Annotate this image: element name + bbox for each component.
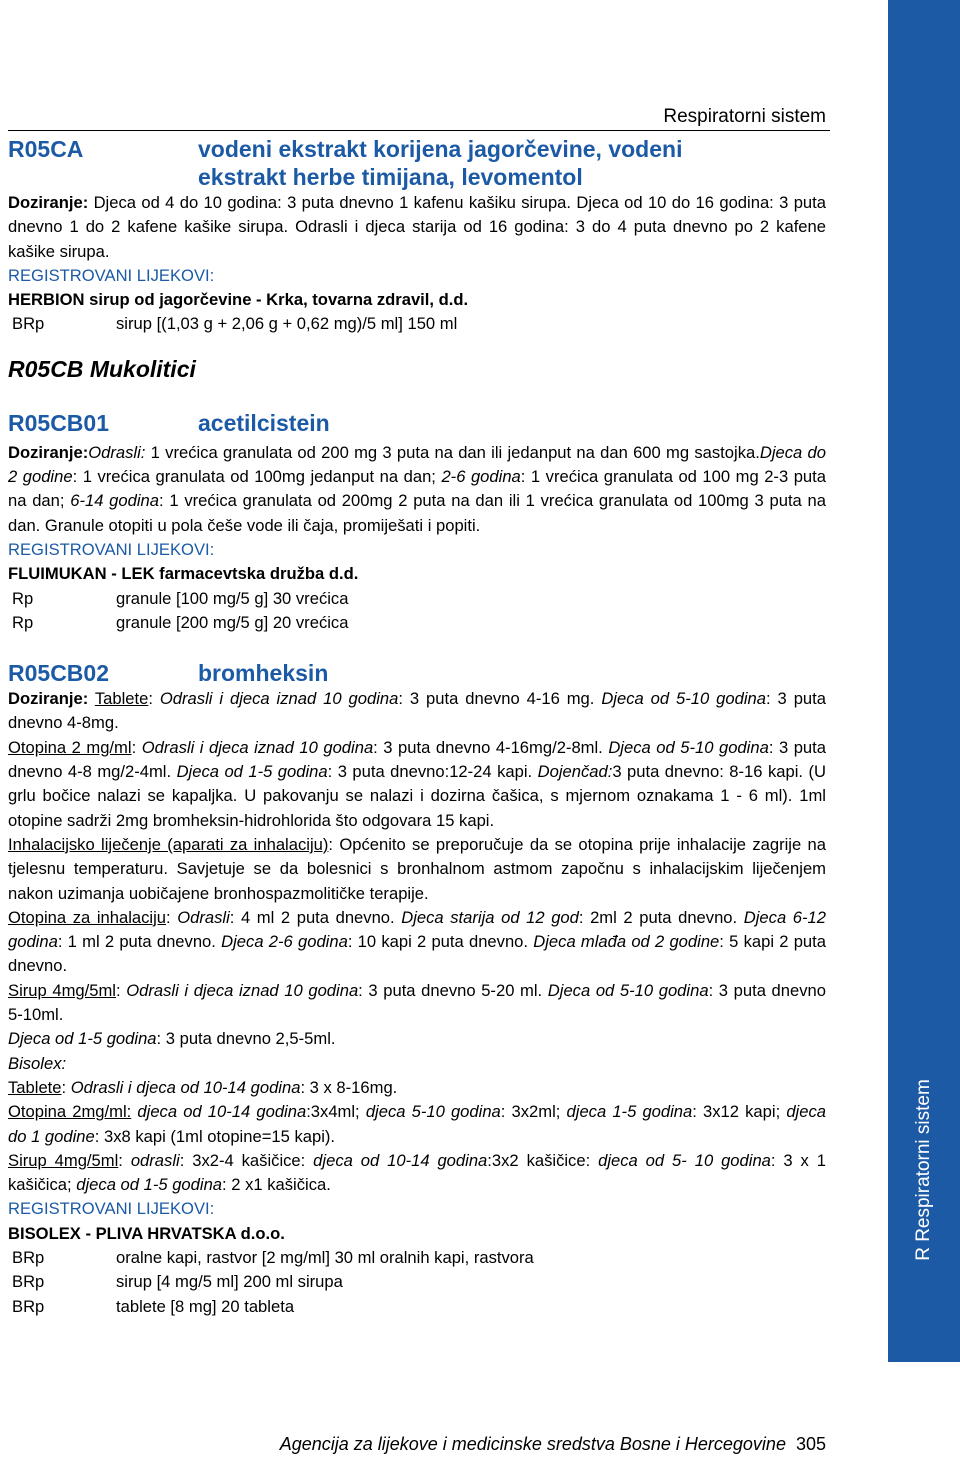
substance-title: acetilcistein	[198, 409, 330, 436]
side-tab-label: R Respiratorni sistem	[913, 1079, 934, 1261]
dosing-solution: Otopina 2 mg/ml: Odrasli i djeca iznad 10 godina: 3 puta dnevno 4-16mg/2-8ml. Djeca od 5-10 godina: 3 puta dnevno 4-8 mg/2-4ml. Djeca od 1-5 godina: 3 puta dnevno:12-24 kapi. Dojenčad:3 puta dnevno: 8-16 kapi. (U grlu bočice nalazi se kapaljka. U pakovanju se nalazi i dozirna čašica, s mjernom oznakama 1 - 6 ml). 1ml otopine sadrži 2mg bromheksin-hidrohlorida što odgovara 15 kapi.	[8, 737, 826, 830]
product-item: BRp sirup [4 mg/5 ml] 200 ml sirupa	[12, 1272, 343, 1292]
page-number: 305	[795, 1434, 826, 1454]
r05ca-heading	[8, 135, 826, 191]
product-name: HERBION sirup od jagorčevine - Krka, tovarna zdravil, d.d.	[8, 290, 469, 310]
header-rule	[8, 130, 830, 131]
r05cb01-heading	[8, 409, 826, 437]
atc-code: R05CA	[8, 136, 84, 162]
substance-title: vodeni ekstrakt korijena jagorčevine, vodeni ekstrakt herbe timijana, levomentol	[198, 136, 683, 190]
dosing-syrup-children: Djeca od 1-5 godina: 3 puta dnevno 2,5-5ml.	[8, 1029, 336, 1049]
footer-agency: Agencija za lijekove i medicinske sredstva Bosne i Hercegovine	[279, 1434, 786, 1454]
r05cb02-heading	[8, 659, 826, 687]
product-item: BRp tablete [8 mg] 20 tableta	[12, 1296, 295, 1316]
bisolex-solution: Otopina 2mg/ml: djeca od 10-14 godina:3x4ml; djeca 5-10 godina: 3x2ml; djeca 1-5 godina: 3x12 kapi; djeca do 1 godine: 3x8 kapi (1ml otopine=15 kapi).	[8, 1102, 826, 1146]
product-item: Rp granule [100 mg/5 g] 30 vrećica	[12, 588, 349, 608]
group-heading: R05CB Mukolitici	[8, 355, 196, 382]
bisolex-label: Bisolex:	[8, 1053, 67, 1073]
product-name: BISOLEX - PLIVA HRVATSKA d.o.o.	[8, 1223, 285, 1243]
dosing-paragraph: Doziranje: Djeca od 4 do 10 godina: 3 puta dnevno 1 kafenu kašiku sirupa. Djeca od 10 do 16 godina: 3 puta dnevno 1 do 2 kafene kašike sirupa. Odrasli i djeca starija od 16 godina: 3 do 4 puta dnevno po 2 kafene kašike sirupa.	[8, 193, 826, 261]
atc-code: R05CB02	[8, 660, 109, 687]
registered-label: REGISTROVANI LIJEKOVI:	[8, 265, 215, 285]
page-footer	[280, 1434, 826, 1455]
dosing-paragraph: Doziranje:Odrasli: 1 vrećica granulata od 200 mg 3 puta na dan ili jedanput na dan 600 mg sastojka.Djeca do 2 godine: 1 vrećica granulata od 100mg jedanput na dan; 2-6 godina: 1 vrećica granulata od 100 mg 2-3 puta na dan; 6-14 godina: 1 vrećica granulata od 200mg 2 puta na dan ili 1 vrećica granulata od 100mg 3 puta na dan. Granule otopiti u pola češe vode ili čaja, promiješati i popiti.	[8, 442, 826, 535]
bisolex-syrup: Sirup 4mg/5ml: odrasli: 3x2-4 kašičice: djeca od 10-14 godina:3x2 kašičice: djeca od 5- 10 godina: 3 x 1 kašičica; djeca od 1-5 godina: 2 x1 kašičica.	[8, 1150, 826, 1195]
page-content	[8, 135, 826, 1319]
dosing-inhalation-solution: Otopina za inhalaciju: Odrasli: 4 ml 2 puta dnevno. Djeca starija od 12 god: 2ml 2 puta dnevno. Djeca 6-12 godina: 1 ml 2 puta dnevno. Djeca 2-6 godina: 10 kapi 2 puta dnevno. Djeca mlađa od 2 godine: 5 kapi 2 puta dnevno.	[8, 907, 827, 976]
registered-label: REGISTROVANI LIJEKOVI:	[8, 539, 215, 559]
product-name: FLUIMUKAN - LEK farmacevtska družba d.d.	[8, 564, 359, 584]
dosing-syrup: Sirup 4mg/5ml: Odrasli i djeca iznad 10 godina: 3 puta dnevno 5-20 ml. Djeca od 5-10 godina: 3 puta dnevno 5-10ml.	[8, 980, 826, 1025]
product-item: Rp granule [200 mg/5 g] 20 vrećica	[12, 612, 349, 632]
product-item: BRp oralne kapi, rastvor [2 mg/ml] 30 ml oralnih kapi, rastvora	[12, 1247, 534, 1267]
registered-label: REGISTROVANI LIJEKOVI:	[8, 1199, 215, 1219]
dosing-tablets: Doziranje: Tablete: Odrasli i djeca iznad 10 godina: 3 puta dnevno 4-16 mg. Djeca od 5-10 godina: 3 puta dnevno 4-8mg.	[8, 689, 826, 733]
bisolex-tablets: Tablete: Odrasli i djeca od 10-14 godina: 3 x 8-16mg.	[8, 1077, 398, 1097]
substance-title: bromheksin	[198, 660, 329, 687]
running-header: Respiratorni sistem	[663, 106, 826, 127]
product-item: BRp sirup [(1,03 g + 2,06 g + 0,62 mg)/5 ml] 150 ml	[12, 314, 458, 334]
atc-code: R05CB01	[8, 409, 109, 436]
dosing-inhalation: Inhalacijsko liječenje (aparati za inhalaciju): Općenito se preporučuje da se otopina prije inhalacije zagrije na tjelesnu temperaturu. Savjetuje se da bolesnici s bronhalnom astmom započnu s inhalacijskim liječenjem nakon uzimanja uobičajene bronhospazmolitičke terapije.	[8, 834, 826, 903]
